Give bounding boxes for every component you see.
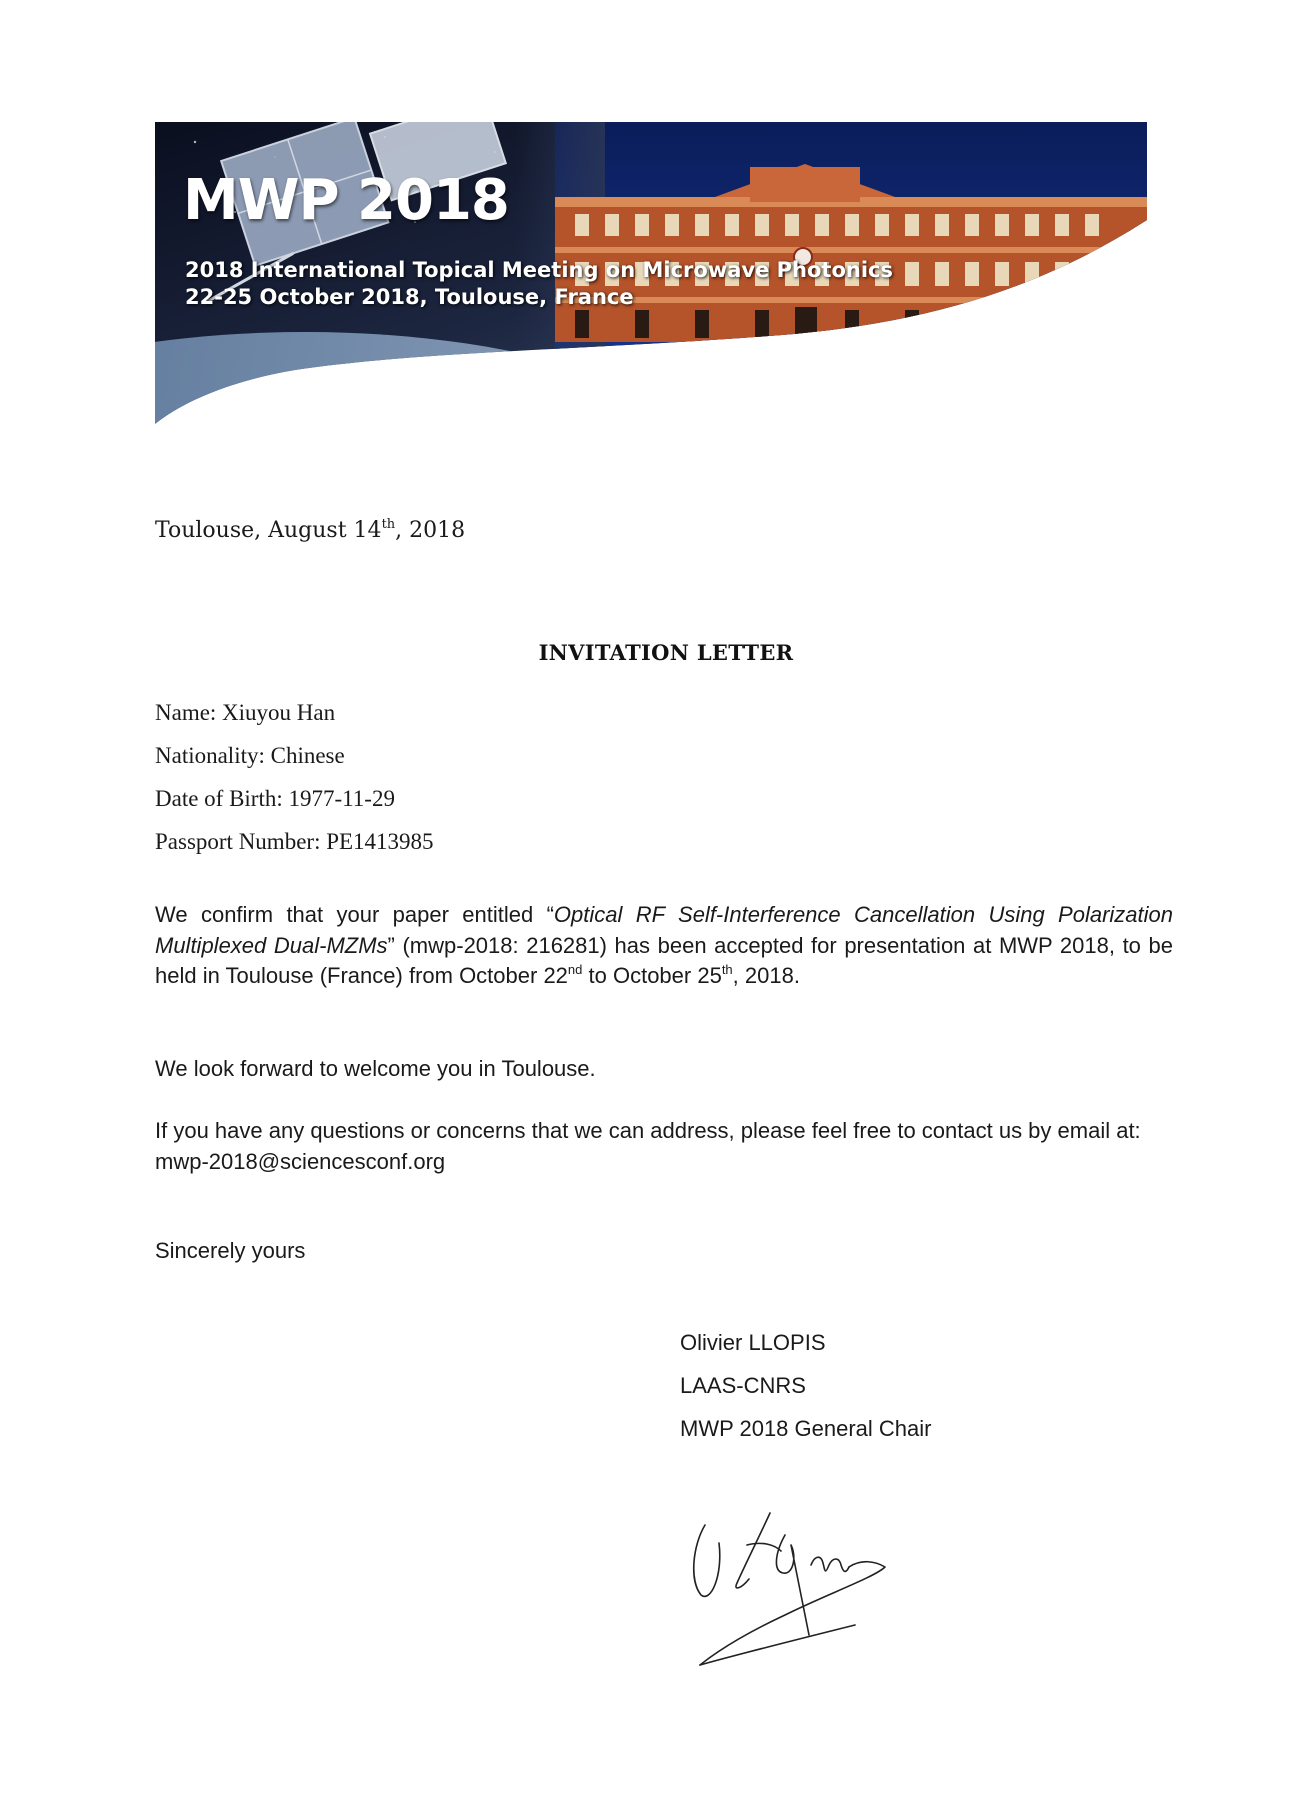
banner-subtitle-dates: 22-25 October 2018, Toulouse, France [185,285,634,309]
letter-date-year: , 2018 [395,518,466,543]
letter-date [155,518,465,543]
field-nationality: Nationality: Chinese [155,743,345,768]
letter-date-superscript: th [381,517,396,532]
banner-subtitle-meeting: 2018 International Topical Meeting on Microwave Photonics [185,258,893,282]
acceptance-paragraph [155,900,1173,992]
welcome-paragraph: We look forward to welcome you in Toulouse. [155,1056,596,1081]
field-passport-number: Passport Number: PE1413985 [155,829,434,854]
acceptance-text-middle: ” (mwp-2018: 216281) has been accepted for presentation at MWP 2018, to be held in Toulouse (France) from October 22 [155,932,1173,988]
signatory-organization: LAAS-CNRS [680,1373,806,1398]
paper-title: Optical RF Self-Interference Cancellation Using Polarization Multiplexed Dual-MZMs [155,902,1173,958]
end-date-superscript: th [721,962,733,977]
acceptance-text-end-date: to October 25 [582,963,722,988]
acceptance-text-start: We confirm that your paper entitled “ [155,902,554,927]
start-date-superscript: nd [567,962,583,977]
letter-date-text: Toulouse, August 14 [155,518,382,543]
field-date-of-birth: Date of Birth: 1977-11-29 [155,786,395,811]
field-name: Name: Xiuyou Han [155,700,336,725]
handwritten-signature [675,1505,925,1685]
banner-title: MWP 2018 [183,168,509,233]
closing-line: Sincerely yours [155,1238,306,1263]
contact-paragraph: If you have any questions or concerns that we can address, please feel free to contact us by email at: mwp-2018@sciencesconf.org [155,1118,1141,1174]
conference-banner [155,122,1147,424]
signatory-name: Olivier LLOPIS [680,1330,826,1355]
acceptance-text-year: , 2018. [732,963,800,988]
letter-heading: INVITATION LETTER [538,640,794,665]
signatory-role: MWP 2018 General Chair [680,1416,932,1441]
